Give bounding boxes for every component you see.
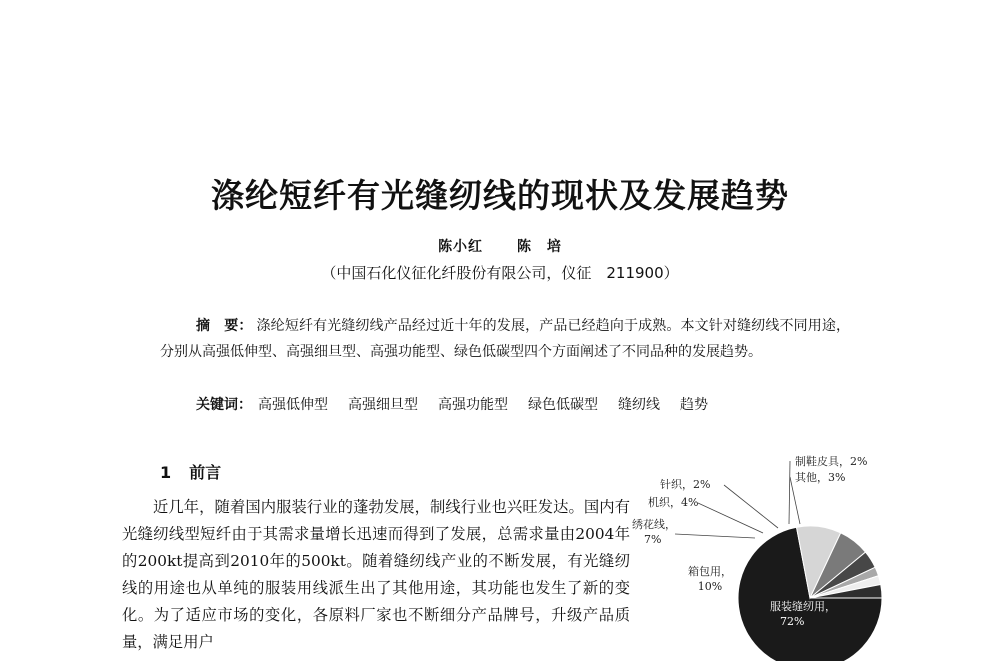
author-name: 陈 培 bbox=[516, 239, 562, 255]
keyword: 趋势 bbox=[680, 397, 708, 413]
pie-leader-line bbox=[789, 461, 790, 524]
keyword: 高强功能型 bbox=[438, 397, 508, 413]
pie-label: 其他，3% bbox=[795, 471, 846, 484]
pie-leader-line bbox=[790, 477, 800, 524]
keyword: 高强细旦型 bbox=[348, 397, 418, 413]
keywords bbox=[196, 394, 856, 416]
pie-label: 针织，2% bbox=[660, 478, 711, 491]
usage-pie-chart bbox=[630, 448, 910, 661]
section-heading bbox=[160, 460, 221, 483]
pie-label: 绣花线， 7% bbox=[632, 518, 676, 546]
pie-label: 服装缝纫用， 72% bbox=[770, 600, 836, 628]
abstract-label: 摘 要： bbox=[196, 318, 253, 334]
pie-leader-line bbox=[724, 485, 778, 528]
abstract-text: 涤纶短纤有光缝纫线产品经过近十年的发展，产品已经趋向于成熟。本文针对缝纫线不同用途，分别从高强低伸型、高强细旦型、高强功能型、绿色低碳型四个方面阐述了不同品种的发展趋势。 bbox=[160, 318, 851, 360]
pie-label: 制鞋皮具，2% bbox=[795, 455, 868, 468]
keyword: 绿色低碳型 bbox=[528, 397, 598, 413]
keyword: 高强低伸型 bbox=[258, 397, 328, 413]
affiliation: （中国石化仪征化纤股份有限公司，仪征 211900） bbox=[321, 264, 679, 282]
body-paragraph: 近几年，随着国内服装行业的蓬勃发展，制线行业也兴旺发达。国内有光缝纫线型短纤由于其需求量增长迅速而得到了发展，总需求量由2004年的200kt提高到2010年的500kt。随着缝纫线产业的不断发展，有光缝纫线的用途也从单纯的服装用线派生出了其他用途，其功能也发生了新的变化。为了适应市场的变化，各原料厂家也不断细分产品牌号，升级产品质量，满足用户 bbox=[122, 498, 630, 651]
section-title: 前言 bbox=[189, 463, 222, 482]
pie-label: 箱包用， 10% bbox=[688, 565, 732, 593]
author-name: 陈小红 bbox=[438, 239, 484, 255]
paper-title: 涤纶短纤有光缝纫线的现状及发展趋势 bbox=[211, 176, 789, 215]
author-list bbox=[0, 236, 1000, 256]
pie-label: 机织，4% bbox=[648, 496, 699, 509]
keyword: 缝纫线 bbox=[618, 397, 660, 413]
pie-leader-line bbox=[675, 534, 755, 538]
keywords-label: 关键词： bbox=[196, 397, 252, 413]
section-number: 1 bbox=[160, 463, 172, 482]
abstract bbox=[160, 313, 850, 365]
pie-leader-line bbox=[698, 503, 763, 533]
